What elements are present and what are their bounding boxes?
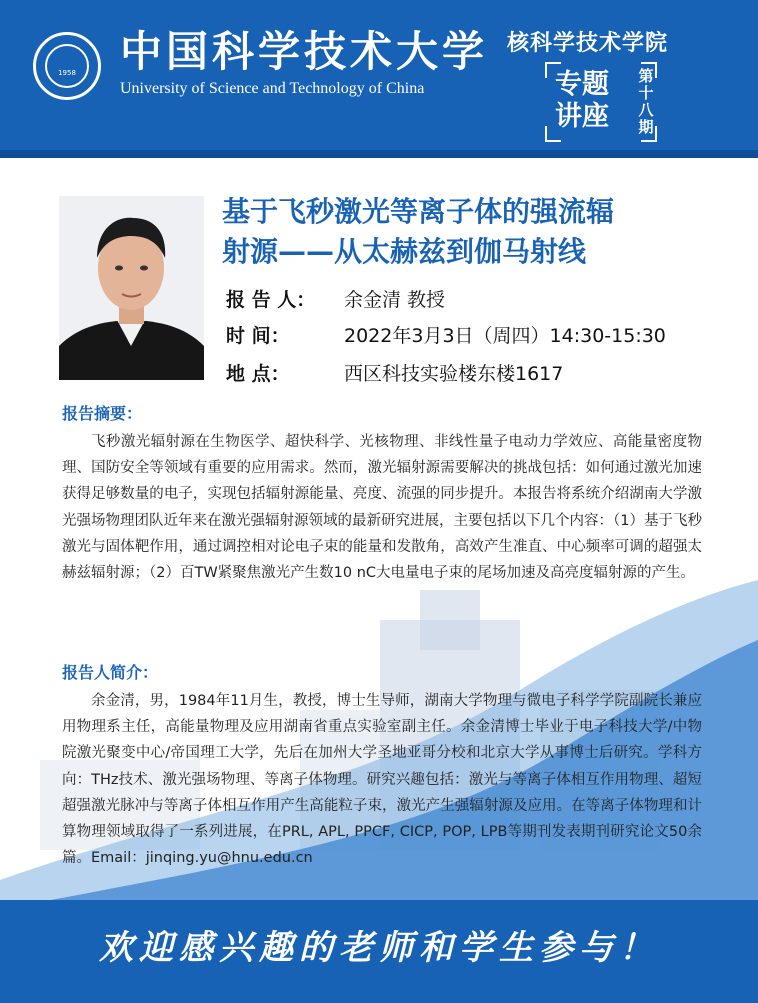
seal-year: 1958	[58, 69, 76, 77]
speaker-photo	[59, 196, 204, 380]
university-name-en: University of Science and Technology of China	[120, 80, 425, 97]
bio-text: 余金清，男，1984年11月生，教授，博士生导师，湖南大学物理与微电子科学学院副院长兼应用物理系主任，高能量物理及应用湖南省重点实验室副主任。余金清博士毕业于电子科技大学/中物院激光聚变中心/帝国理工大学，先后在加州大学圣地亚哥分校和北京大学从事博士后研究。学科方向：THz技术、激光强场物理、等离子体物理。研究兴趣包括：激光与等离子体相互作用物理、超短超强激光脉冲与等离子体相互作用产生高能粒子束，激光产生强辐射源及应用。在等离子体物理和计算物理领域取得了一系列进展，在PRL, APL, PPCF, CICP, POP, LPB等期刊发表期刊研究论文50余篇。Email：jinqing.yu@hnu.edu.cn	[62, 693, 702, 867]
session-number: 第十八期	[638, 67, 654, 136]
lecture-series-mark	[545, 62, 657, 142]
talk-title-line1: 基于飞秒激光等离子体的强流辐	[222, 195, 615, 228]
place-value: 西区科技实验楼东楼1617	[344, 363, 564, 385]
bio-heading: 报告人简介：	[62, 663, 159, 682]
school-name: 核科学技术学院	[507, 31, 669, 56]
time-label: 时 间：	[226, 325, 290, 347]
university-seal-icon	[33, 32, 101, 100]
time-row	[226, 323, 666, 349]
lecture-line2: 讲座	[555, 101, 609, 132]
lecture-line1: 专题	[555, 69, 609, 100]
footer-slogan: 欢迎感兴趣的老师和学生参与！	[99, 928, 659, 968]
place-row	[226, 361, 563, 387]
header-banner	[0, 0, 758, 158]
university-name-cn: 中国科学技术大学	[120, 27, 489, 76]
speaker-value: 余金清 教授	[344, 289, 446, 311]
time-value: 2022年3月3日（周四）14:30-15:30	[344, 325, 666, 347]
speaker-row	[226, 287, 445, 313]
abstract-heading: 报告摘要：	[62, 404, 143, 423]
abstract-text: 飞秒激光辐射源在生物医学、超快科学、光核物理、非线性量子电动力学效应、高能量密度物理、国防安全等领域有重要的应用需求。然而，激光辐射源需要解决的挑战包括：如何通过激光加速获得足够数量的电子，实现包括辐射源能量、亮度、流强的同步提升。本报告将系统介绍湖南大学激光强场物理团队近年来在激光强辐射源领域的最新研究进展，主要包括以下几个内容：（1）基于飞秒激光与固体靶作用，通过调控相对论电子束的能量和发散角，高效产生准直、中心频率可调的超强太赫兹辐射源；（2）百TW紧聚焦激光产生数10 nC大电量电子束的尾场加速及高亮度辐射源的产生。	[62, 434, 702, 582]
place-label: 地 点：	[226, 363, 290, 385]
talk-title	[222, 192, 732, 272]
speaker-label: 报 告 人：	[226, 289, 316, 311]
talk-title-line2: 射源——从太赫兹到伽马射线	[222, 235, 587, 268]
